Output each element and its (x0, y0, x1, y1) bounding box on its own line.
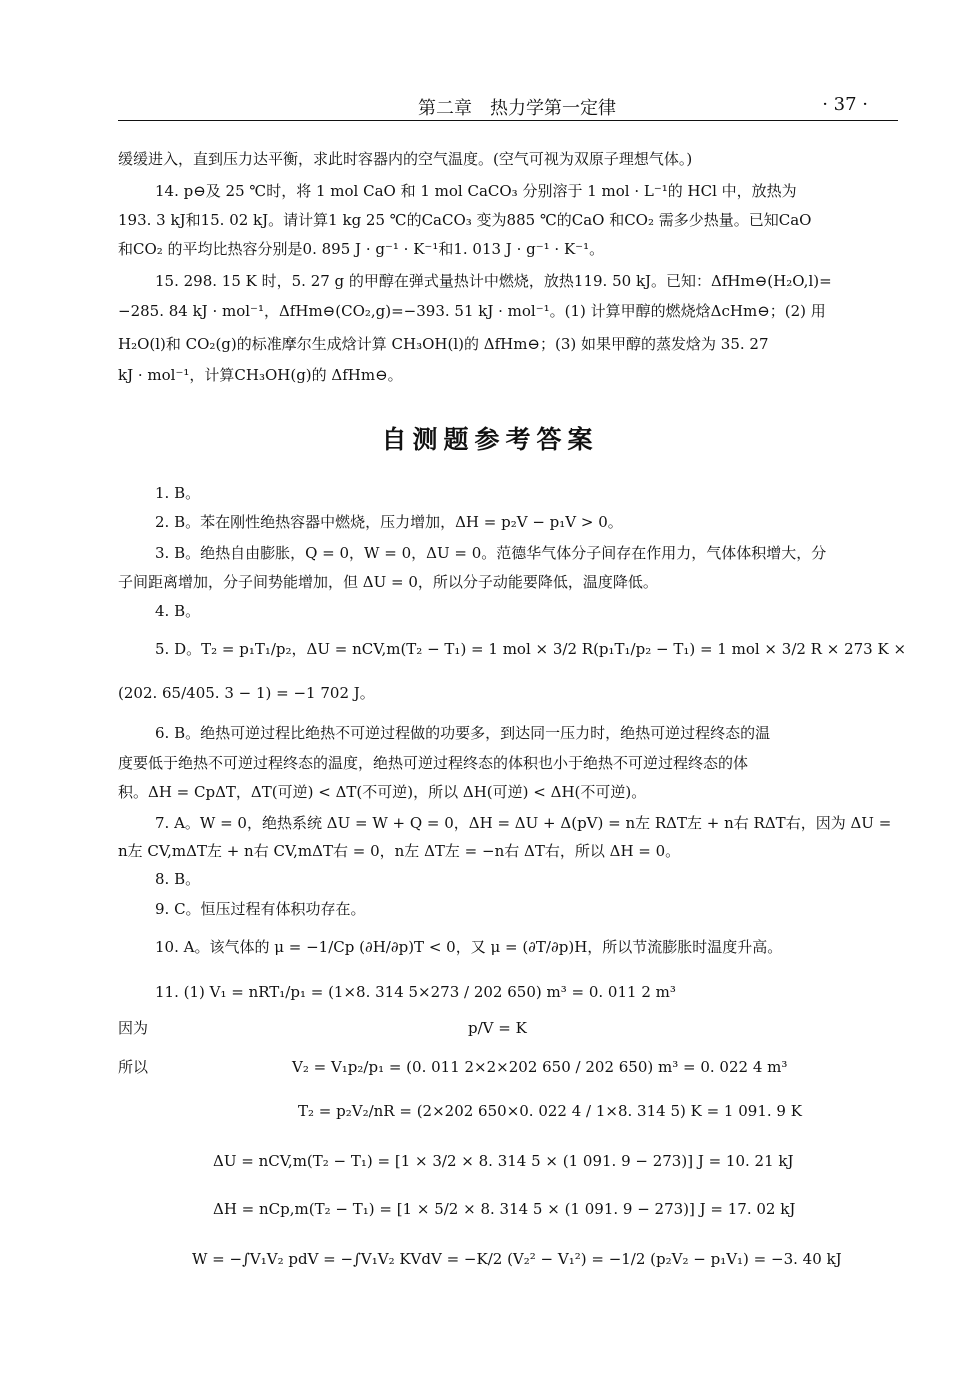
page-number: · 37 · (822, 94, 868, 115)
answer-line: 5. D。T₂ = p₁T₁/p₂，ΔU = nCV,m(T₂ − T₁) = 1 mol × 3/2 R(p₁T₁/p₂ − T₁) = 1 mol × 3/2 R × 273 K × (155, 640, 907, 658)
label-because: 因为 (118, 1019, 149, 1037)
label-therefore: 所以 (118, 1058, 149, 1076)
equation: ΔH = nCp,m(T₂ − T₁) = [1 × 5/2 × 8. 314 5 × (1 091. 9 − 273)] J = 17. 02 kJ (213, 1200, 796, 1218)
answer-line: 9. C。恒压过程有体积功存在。 (155, 900, 366, 918)
text-line: −285. 84 kJ · mol⁻¹，ΔfHm⊖(CO₂,g)=−393. 51 kJ · mol⁻¹。(1) 计算甲醇的燃烧焓ΔcHm⊖；(2) 用 (118, 302, 826, 320)
text-line: H₂O(l)和 CO₂(g)的标准摩尔生成焓计算 CH₃OH(l)的 ΔfHm⊖；(3) 如果甲醇的蒸发焓为 35. 27 (118, 335, 769, 353)
answer-line: 6. B。绝热可逆过程比绝热不可逆过程做的功要多，到达同一压力时，绝热可逆过程终态的温 (155, 724, 771, 742)
answer-line: 子间距离增加，分子间势能增加，但 ΔU = 0，所以分子动能要降低，温度降低。 (118, 573, 658, 591)
equation: W = −∫V₁V₂ pdV = −∫V₁V₂ KVdV = −K/2 (V₂² − V₁²) = −1/2 (p₂V₂ − p₁V₁) = −3. 40 kJ (192, 1250, 842, 1268)
section-heading: 自测题参考答案 (381, 425, 599, 454)
chapter-title: 第二章 热力学第一定律 (418, 98, 616, 119)
answer-line: n左 CV,mΔT左 + n右 CV,mΔT右 = 0，n左 ΔT左 = −n右 ΔT右，所以 ΔH = 0。 (118, 842, 681, 860)
text-line: 14. p⊖及 25 ℃时，将 1 mol CaO 和 1 mol CaCO₃ 分别溶于 1 mol · L⁻¹的 HCl 中，放热为 (155, 182, 797, 200)
text-line: 15. 298. 15 K 时，5. 27 g 的甲醇在弹式量热计中燃烧，放热119. 50 kJ。已知：ΔfHm⊖(H₂O,l)= (155, 272, 832, 290)
equation: V₂ = V₁p₂/p₁ = (0. 011 2×2×202 650 / 202 650) m³ = 0. 022 4 m³ (292, 1058, 788, 1076)
text-line: 193. 3 kJ和15. 02 kJ。请计算1 kg 25 ℃的CaCO₃ 变为885 ℃的CaO 和CO₂ 需多少热量。已知CaO (118, 211, 812, 229)
answer-line: 2. B。苯在刚性绝热容器中燃烧，压力增加，ΔH = p₂V − p₁V > 0。 (155, 513, 623, 531)
answer-line: 1. B。 (155, 484, 201, 502)
equation: p/V = K (468, 1019, 527, 1037)
answer-line: 10. A。该气体的 μ = −1/Cp (∂H/∂p)T < 0，又 μ = (∂T/∂p)H，所以节流膨胀时温度升高。 (155, 938, 783, 956)
answer-line: 4. B。 (155, 602, 201, 620)
answer-line: 7. A。W = 0，绝热系统 ΔU = W + Q = 0，ΔH = ΔU + Δ(pV) = n左 RΔT左 + n右 RΔT右，因为 ΔU = (155, 814, 892, 832)
text-line: kJ · mol⁻¹，计算CH₃OH(g)的 ΔfHm⊖。 (118, 366, 403, 384)
running-head (118, 94, 898, 121)
answer-line: 3. B。绝热自由膨胀，Q = 0，W = 0，ΔU = 0。范德华气体分子间存在作用力，气体体积增大，分 (155, 544, 827, 562)
answer-line: 11. (1) V₁ = nRT₁/p₁ = (1×8. 314 5×273 / 202 650) m³ = 0. 011 2 m³ (155, 983, 676, 1001)
answer-line: (202. 65/405. 3 − 1) = −1 702 J。 (118, 684, 375, 702)
text-line: 和CO₂ 的平均比热容分别是0. 895 J · g⁻¹ · K⁻¹和1. 013 J · g⁻¹ · K⁻¹。 (118, 240, 605, 258)
equation: T₂ = p₂V₂/nR = (2×202 650×0. 022 4 / 1×8. 314 5) K = 1 091. 9 K (298, 1102, 802, 1120)
answer-line: 积。ΔH = CpΔT，ΔT(可逆) < ΔT(不可逆)，所以 ΔH(可逆) < ΔH(不可逆)。 (118, 783, 647, 801)
equation: ΔU = nCV,m(T₂ − T₁) = [1 × 3/2 × 8. 314 5 × (1 091. 9 − 273)] J = 10. 21 kJ (213, 1152, 794, 1170)
text-line: 缓缓进入，直到压力达平衡，求此时容器内的空气温度。(空气可视为双原子理想气体。) (118, 150, 693, 168)
answer-line: 度要低于绝热不可逆过程终态的温度，绝热可逆过程终态的体积也小于绝热不可逆过程终态的体 (118, 754, 749, 772)
answer-line: 8. B。 (155, 870, 201, 888)
